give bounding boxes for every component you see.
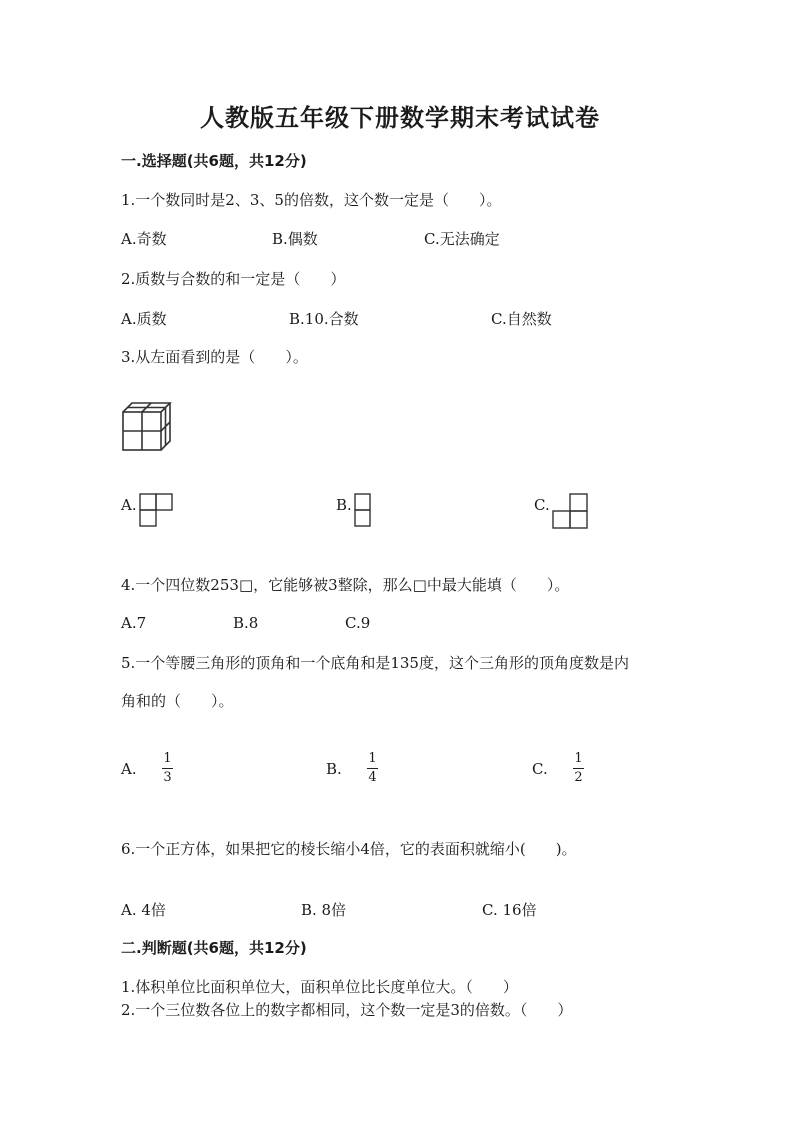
q5-option-b-fraction [367,752,378,785]
q4-option-b: B.8 [233,614,259,632]
q6-option-b: B. 8倍 [301,901,347,919]
section-heading-true-false: 二.判断题(共6题，共12分) [121,939,307,957]
q3-option-c: C. [534,496,550,514]
fraction-numerator: 1 [368,751,377,766]
section-heading-choice: 一.选择题(共6题，共12分) [121,152,307,170]
q4-option-c: C.9 [345,614,371,632]
q3-option-b-figure [354,493,384,533]
fraction-denominator: 4 [368,770,377,785]
q5-option-c-fraction [573,752,584,785]
fraction-denominator: 2 [574,770,583,785]
cube-figure [118,400,178,460]
q5-option-a-fraction [162,752,173,785]
q3-option-a: A. [121,496,137,514]
q5-option-b: B. [326,760,342,778]
question-5-line-2: 角和的（ ）。 [121,692,234,710]
fraction-bar [573,768,584,769]
fraction-numerator: 1 [163,751,172,766]
fraction-bar [367,768,378,769]
q1-option-b: B.偶数 [272,230,318,248]
q5-option-c: C. [532,760,548,778]
page-title: 人教版五年级下册数学期末考试试卷 [200,103,600,132]
q2-option-b: B.10.合数 [289,310,359,328]
fraction-numerator: 1 [574,751,583,766]
q6-option-a: A. 4倍 [121,901,166,919]
q1-option-a: A.奇数 [121,230,167,248]
fraction-bar [162,768,173,769]
question-2: 2.质数与合数的和一定是（ ） [121,270,346,288]
q5-option-a: A. [121,760,137,778]
question-5-line-1: 5.一个等腰三角形的顶角和一个底角和是135度，这个三角形的顶角度数是内 [121,654,629,672]
q4-option-a: A.7 [121,614,147,632]
question-1: 1.一个数同时是2、3、5的倍数，这个数一定是（ ）。 [121,191,502,209]
question-3: 3.从左面看到的是（ ）。 [121,348,308,366]
fraction-denominator: 3 [163,770,172,785]
q3-option-c-figure [552,493,592,533]
q6-option-c: C. 16倍 [482,901,537,919]
q3-option-b: B. [336,496,352,514]
tf-question-1: 1.体积单位比面积单位大，面积单位比长度单位大。（ ） [121,978,518,996]
q2-option-c: C.自然数 [491,310,552,328]
q3-option-a-figure [139,493,179,533]
q1-option-c: C.无法确定 [424,230,500,248]
question-6: 6.一个正方体，如果把它的棱长缩小4倍，它的表面积就缩小( )。 [121,840,577,858]
tf-question-2: 2.一个三位数各位上的数字都相同，这个数一定是3的倍数。（ ） [121,1001,573,1019]
question-4: 4.一个四位数253□，它能够被3整除，那么□中最大能填（ ）。 [121,576,570,594]
q2-option-a: A.质数 [121,310,167,328]
